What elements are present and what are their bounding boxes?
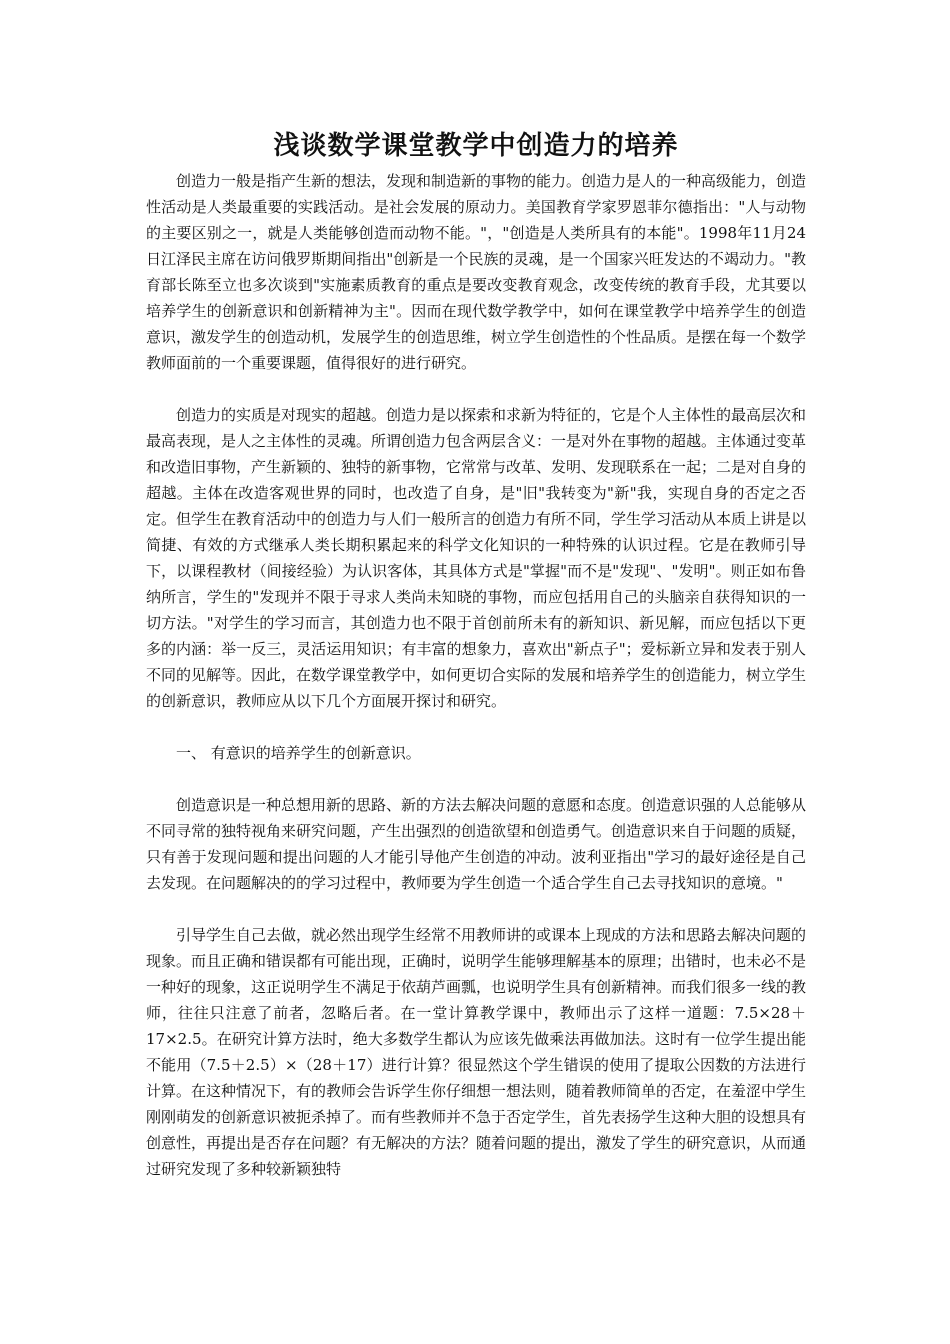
paragraph-intro: 创造力一般是指产生新的想法，发现和制造新的事物的能力。创造力是人的一种高级能力，创造性活动是人类最重要的实践活动。是社会发展的原动力。美国教育学家罗恩菲尔德指出："人与动物的主要区别之一，就是人类能够创造而动物不能。"，"创造是人类所具有的本能"。1998年11月24日江泽民主席在访问俄罗斯期间指出"创新是一个民族的灵魂，是一个国家兴旺发达的不竭动力。"教育部长陈至立也多次谈到"实施素质教育的重点是要改变教育观念，改变传统的教育手段，尤其要以培养学生的创新意识和创新精神为主"。因而在现代数学教学中，如何在课堂教学中培养学生的创造意识，激发学生的创造动机，发展学生的创造思维，树立学生创造性的个性品质。是摆在每一个数学教师面前的一个重要课题，值得很好的进行研究。 (146, 172, 807, 372)
section-heading-1: 一、 有意识的培养学生的创新意识。 (176, 744, 421, 762)
paragraph-spacer (146, 376, 806, 402)
paragraph-spacer (146, 714, 806, 740)
paragraph-spacer (146, 766, 806, 792)
paragraph-guidance-example: 引导学生自己去做，就必然出现学生经常不用教师讲的或课本上现成的方法和思路去解决问题的现象。而且正确和错误都有可能出现，正确时，说明学生能够理解基本的原理；出错时，也未必不是一种好的现象，这正说明学生不满足于依葫芦画瓢，也说明学生具有创新精神。而我们很多一线的教师，往往只注意了前者，忽略后者。在一堂计算教学课中，教师出示了这样一道题：7.5×28＋17×2.5。在研究计算方法时，绝大多数学生都认为应该先做乘法再做加法。这时有一位学生提出能不能用（7.5＋2.5）×（28＋17）进行计算？很显然这个学生错误的使用了提取公因数的方法进行计算。在这种情况下，有的教师会告诉学生你仔细想一想法则，随着教师简单的否定，在羞涩中学生刚刚萌发的创新意识被扼杀掉了。而有些教师并不急于否定学生，首先表扬学生这种大胆的设想具有创意性，再提出是否存在问题？有无解决的方法？随着问题的提出，激发了学生的研究意识，从而通过研究发现了多种较新颖独特 (146, 926, 807, 1178)
paragraph-creative-awareness: 创造意识是一种总想用新的思路、新的方法去解决问题的意愿和态度。创造意识强的人总能够从不同寻常的独特视角来研究问题，产生出强烈的创造欲望和创造勇气。创造意识来自于问题的质疑，只有善于发现问题和提出问题的人才能引导他产生创造的冲动。波利亚指出"学习的最好途径是自己去发现。在问题解决的的学习过程中，教师要为学生创造一个适合学生自己去寻找知识的意境。" (146, 796, 807, 892)
paragraph-essence: 创造力的实质是对现实的超越。创造力是以探索和求新为特征的，它是个人主体性的最高层次和最高表现，是人之主体性的灵魂。所谓创造力包含两层含义：一是对外在事物的超越。主体通过变革和改造旧事物，产生新颖的、独特的新事物，它常常与改革、发明、发现联系在一起；二是对自身的超越。主体在改造客观世界的同时，也改造了自身，是"旧"我转变为"新"我，实现自身的否定之否定。但学生在教育活动中的创造力与人们一般所言的创造力有所不同，学生学习活动从本质上讲是以简捷、有效的方式继承人类长期积累起来的科学文化知识的一种特殊的认识过程。它是在教师引导下，以课程教材（间接经验）为认识客体，其具体方式是"掌握"而不是"发现"、"发明"。则正如布鲁纳所言，学生的"发现并不限于寻求人类尚未知晓的事物，而应包括用自己的头脑亲自获得知识的一切方法。"对学生的学习而言，其创造力也不限于首创前所未有的新知识、新见解，而应包括以下更多的内涵：举一反三，灵活运用知识；有丰富的想象力，喜欢出"新点子"；爱标新立异和发表于别人不同的见解等。因此，在数学课堂教学中，如何更切合实际的发展和培养学生的创造能力，树立学生的创新意识，教师应从以下几个方面展开探讨和研究。 (146, 406, 807, 710)
document-page (146, 128, 806, 1182)
paragraph-spacer (146, 896, 806, 922)
document-title: 浅谈数学课堂教学中创造力的培养 (273, 131, 679, 161)
